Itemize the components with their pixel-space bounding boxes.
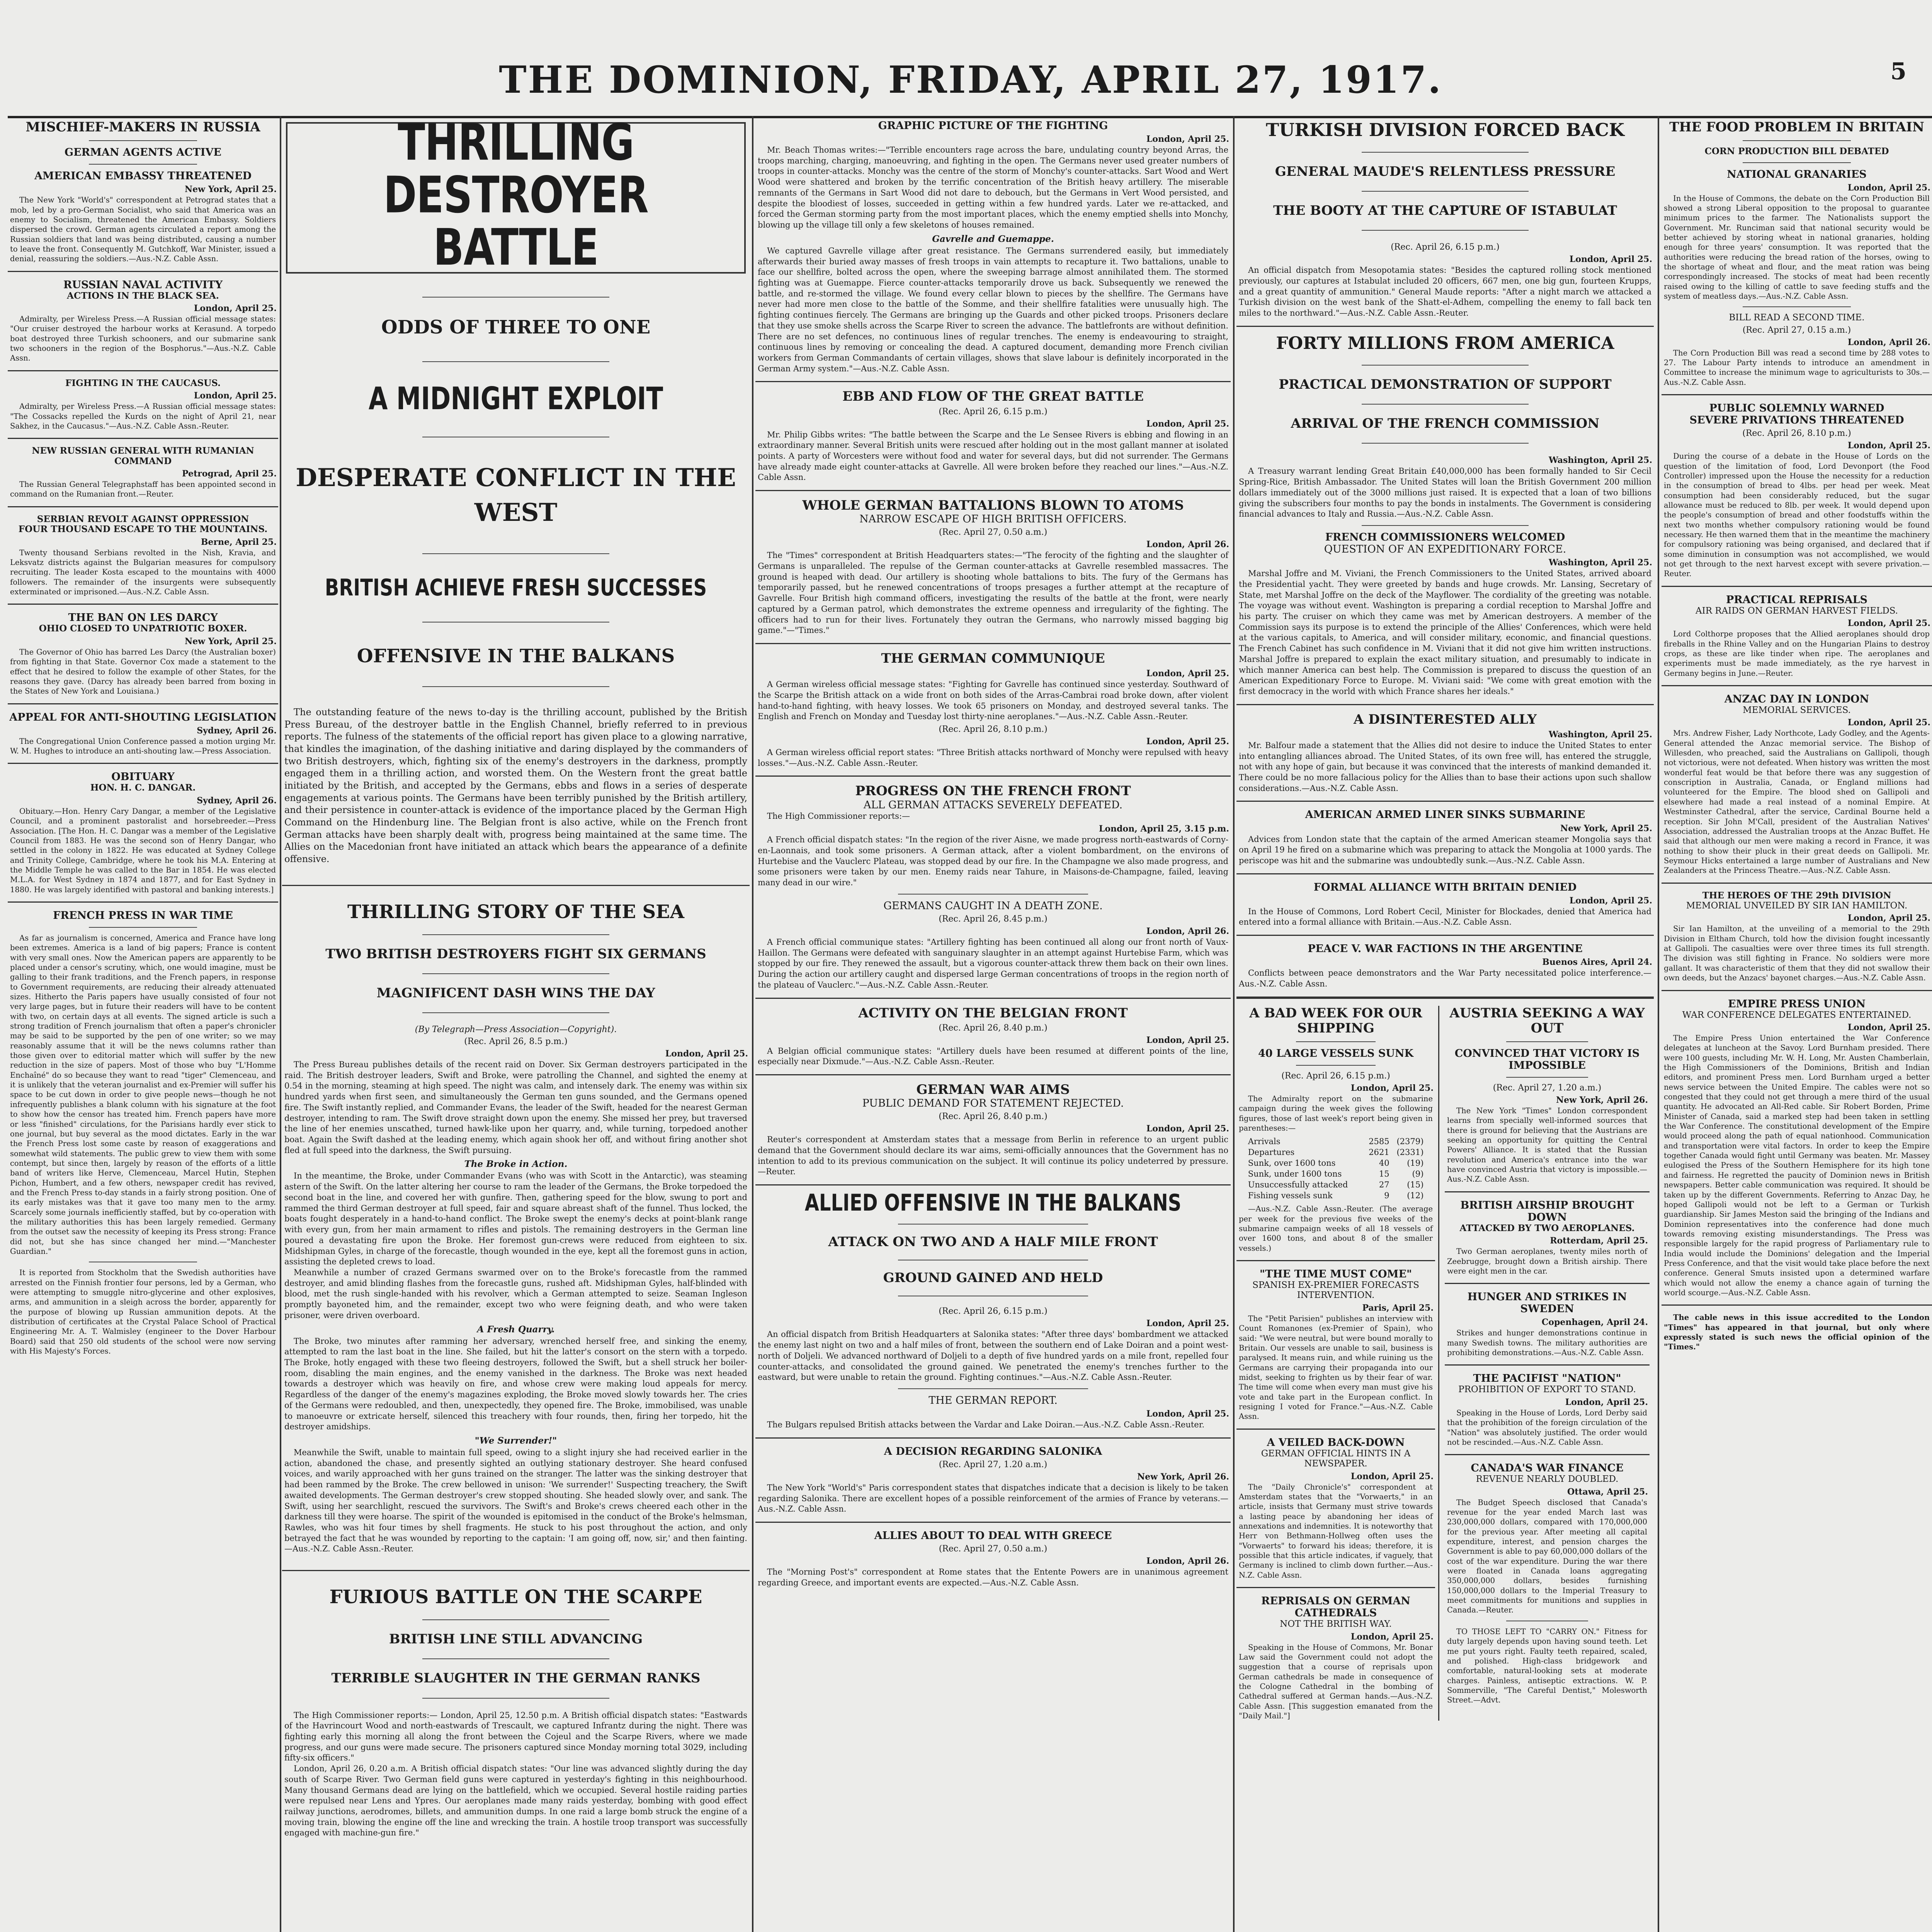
subheadline: MEMORIAL UNVEILED BY SIR IAN HAMILTON. bbox=[1686, 901, 1908, 911]
lead-headline: BATTLE bbox=[433, 218, 599, 277]
dateline: London, April 25. bbox=[194, 303, 277, 314]
column-rule bbox=[752, 116, 753, 1932]
article-text: In the House of Commons, Lord Robert Cecil, Minister for Blockades, denied that America had entered into a formal alliance with Britain.—Aus.-N.Z. Cable Assn. bbox=[1239, 906, 1651, 927]
footnote-text: The cable news in this issue accredited to the London "Times" has appeared in that journal, but only where expressly stated is such news the official opinion of the "Times." bbox=[1664, 1313, 1930, 1352]
table-row: Sunk, under 1600 tons 15 (9) bbox=[1248, 1169, 1424, 1179]
article-text: Mr. Balfour made a statement that the Allies did not desire to induce the United States to enter into entangling alliances abroad. The United States, of its own free will, has entered the struggle, not with any hope of gain, but because it was convinced that the interests of mankind demanded it. There could be no more fallacious policy for the Allies than to base their actions upon such shallow considerations.—Aus.-N.Z. Cable Assn. bbox=[1239, 740, 1651, 793]
headline: A DECISION REGARDING SALONIKA bbox=[884, 1445, 1102, 1458]
headline: FRENCH PRESS IN WAR TIME bbox=[53, 909, 233, 922]
article-text: Meanwhile a number of crazed Germans swarmed over on to the Broke's forecastle from the rammed destroyer, and amid blinding flashes from the forecastle guns, rushed aft. Midshipman Gyles, half-blinded with blood, met the rush single-handed with his revolver, which a German attempted to seize. Seaman Ingleson promptly bayoneted him, and the remainder, except two who were feigning death, and who were taken prisoner, were driven overboard. bbox=[284, 1267, 747, 1320]
received-line: (Rec. April 27, 0.15 a.m.) bbox=[1742, 325, 1851, 335]
article-text: Admiralty, per Wireless Press.—A Russian official message states: "Our cruiser destroyed the harbour works at Kerasund. A torpedo boat destroyed three Turkish schooners, and our submarine sank two schooners in the region of the Bosphorus."—Aus.-N.Z. Cable Assn. bbox=[10, 315, 276, 363]
credit-line: (By Telegraph—Press Association—Copyright). bbox=[415, 1025, 617, 1035]
subheadline: NARROW ESCAPE OF HIGH BRITISH OFFICERS. bbox=[859, 513, 1127, 526]
section-subhead: Gavrelle and Guemappe. bbox=[932, 233, 1054, 244]
article-text: The Admiralty report on the submarine campaign during the week gives the following figures, those of last week's report being given in parentheses:— bbox=[1239, 1094, 1433, 1133]
subheadline: SEVERE PRIVATIONS THREATENED bbox=[1689, 414, 1904, 427]
article-text: The Press Bureau publishes details of the recent raid on Dover. Six German destroyers participated in the raid. The British destroyer leaders, Swift and Broke, were patrolling the Channel, and sighted the enemy at 0.54 in the morning, steaming at high speed. The night was calm, and intensely dark. The enemy was within six hundred yards when first seen, and simultaneously the German ten guns sounded, and the Germans opened fire. The Swift instantly replied, and Commander Evans, the leader of the Swift, headed for the nearest German destroyer, intending to ram. The Swift drove straight down upon the enemy. She missed her prey, but traversed the line of her enemies unscathed, turned hawk-like upon her quarry, and, while turning, torpedoed another boat. Again the Swift dashed at the leading enemy, which again shook her off, and without firing another shot fled at full speed into the darkness, the Swift pursuing. bbox=[284, 1060, 747, 1155]
headline: A VEILED BACK-DOWN bbox=[1267, 1436, 1405, 1449]
article-text: The New York "Times" London correspondent learns from specially well-informed sources that there is ground for believing that the Austrians are seeking an opportunity for quitting the Central Powers' Alliance. It is stated that the Russian revolution and America's entrance into the war have convinced Austria that victory is impossible.—Aus.-N.Z. Cable Assn. bbox=[1447, 1106, 1647, 1184]
subheadline: NATIONAL GRANARIES bbox=[1727, 168, 1867, 180]
dateline: London, April 25. bbox=[665, 1049, 748, 1059]
article-text: Advices from London state that the captain of the armed American steamer Mongolia says that on April 19 he fired on a submarine which was preparing to attack the Mongolia at 1000 yards. The periscope was hit and the submarine was undoubtedly sunk.—Aus.-N.Z. Cable Assn. bbox=[1239, 834, 1651, 865]
article-text: The Corn Production Bill was read a second time by 288 votes to 27. The Labour Party intends to introduce an amendment in Committee to increase the minimum wage to agriculturists to 30s.—Aus.-N.Z. Cable Assn. bbox=[1664, 348, 1930, 387]
table-row: Fishing vessels sunk 9 (12) bbox=[1248, 1191, 1424, 1201]
deck: A MIDNIGHT EXPLOIT bbox=[368, 381, 663, 417]
lead-headline-box bbox=[286, 120, 746, 277]
headline: ANZAC DAY IN LONDON bbox=[1724, 693, 1869, 705]
dateline: London, April 25. bbox=[1146, 736, 1229, 747]
headline: THE BAN ON LES DARCY bbox=[68, 612, 218, 624]
received-line: (Rec. April 27, 0.50 a.m.) bbox=[939, 1544, 1048, 1554]
article-text: The "Morning Post's" correspondent at Rome states that the Entente Powers are in unanimous agreement regarding Greece, and important events are expected.—Aus.-N.Z. Cable Assn. bbox=[758, 1567, 1228, 1587]
dateline: London, April 25. bbox=[1146, 1318, 1229, 1329]
dateline: London, April 25. bbox=[1146, 668, 1229, 679]
dateline: Sydney, April 26. bbox=[197, 725, 277, 736]
section-subhead: "We Surrender!" bbox=[474, 1435, 557, 1446]
article-text: The "Petit Parisien" publishes an interview with Count Romanones (ex-Premier of Spain), who said: "We were neutral, but were bound morally to Britain. Our vessels are unable to sail, business is paralysed. It means ruin, and while ruining us the Germans are carrying their propaganda into our midst, seeking to frighten us by their fear of war. The time will come when every man must give his vote and take part in the European conflict. In resigning I voted for France."—Aus.-N.Z. Cable Assn. bbox=[1239, 1314, 1433, 1421]
dateline: Petrograd, April 25. bbox=[182, 469, 277, 479]
table-row: Unsuccessfully attacked 27 (15) bbox=[1248, 1180, 1424, 1190]
subcolumn-left bbox=[1236, 1006, 1439, 1721]
headline: THE PACIFIST "NATION" bbox=[1473, 1372, 1621, 1385]
dateline: New York, April 26. bbox=[1556, 1095, 1648, 1105]
article-text: A German wireless official report states: "Three British attacks northward of Monchy were repulsed with heavy losses."—Aus.-N.Z. Cable Assn.-Reuter. bbox=[758, 747, 1228, 768]
article-text: The Congregational Union Conference passed a motion urging Mr. W. M. Hughes to introduce an anti-shouting law.—Press Association. bbox=[10, 736, 276, 756]
dateline: London, April 25. bbox=[1146, 1035, 1229, 1045]
column-rule bbox=[1658, 116, 1659, 1932]
subheadline: OHIO CLOSED TO UNPATRIOTIC BOXER. bbox=[39, 623, 247, 634]
subheadline: GERMAN AGENTS ACTIVE bbox=[65, 146, 221, 159]
article-text: A German wireless official message states: "Fighting for Gavrelle has continued since yesterday. Southward of the Scarpe the British attack on a wide front on both sides of the Arras-Cambrai road broke down, after violent hand-to-hand fighting, with heavy losses. We took 65 prisoners on Monday, and destroyed several tanks. The English and French on Monday and Tuesday lost thirty-nine aeroplanes."—Aus.-N.Z. Cable Assn.-Reuter. bbox=[758, 680, 1228, 721]
dateline: Washington, April 25. bbox=[1548, 729, 1652, 740]
deck: OFFENSIVE IN THE BALKANS bbox=[357, 645, 675, 667]
subheadline: GERMAN OFFICIAL HINTS IN A NEWSPAPER. bbox=[1261, 1448, 1411, 1469]
column-5 bbox=[1662, 120, 1932, 1932]
dateline: Washington, April 25. bbox=[1548, 558, 1652, 568]
dateline: London, April 25. bbox=[1146, 418, 1229, 429]
article-text: As far as journalism is concerned, America and France have long been extremes. America is a land of big papers; France is content with very small ones. Now the American papers are apparently to be placed under a censor's scrutiny, which, one would imagine, must be galling to their frank traditions, and the French papers, in response to Government requirements, are reducing their already attenuated sizes. Hitherto the Paris papers have usually consisted of four not very large pages, but in future their readers will have to be content with two, on certain days at all events. The signed article is such a strong tradition of French journalism that often a paper's chronicler may be said to be supported by the pen of one writer; so we may reasonably assume that it will be the news columns rather than those given over to editorial matter which will suffer by the new reduction in the size of papers. Most of those who buy "L'Homme Enchaîné" do so because they want to read "tiger" Clemenceau, and it is unlikely that the veteran journalist and ex-Premier will suffer his space to be cut down in order to give people news—though he not infrequently publishes a blank column with his signature at the foot to show how the censor has treated him. French papers have more or less "finished" circulations, for the Parisians hardly ever stick to one journal, but buy several as the mood dictates. Early in the war the French Press lost some caste by reason of exaggerations and somewhat wild statements. The public grew to view them with some contempt, but since then, largely by reason of the efforts of a little band of writers like Herve, Clemenceau, Marcel Hutin, Stephen Pichon, Humbert, and a few others, newspaper credit has revived, and the French Press to-day stands in a fairly strong position. One of its early mistakes was that it gave too many men to the army. Scarcely some journals inefficiently staffed, but by co-operation with the military authorities this has been largely remedied. Germany from the outset saw the necessity of keeping its Press strong: France did not, but she has since changed her mind.—"Manchester Guardian." bbox=[10, 933, 276, 1256]
column-rule bbox=[280, 116, 281, 1932]
dateline: New York, April 25. bbox=[1560, 823, 1652, 833]
article-text: Speaking in the House of Lords, Lord Derby said that the prohibition of the foreign circulation of the "Nation" was absolutely justified. The order would not be rescinded.—Aus.-N.Z. Cable Assn. bbox=[1447, 1408, 1647, 1447]
subheadline: THE BOOTY AT THE CAPTURE OF ISTABULAT bbox=[1273, 202, 1617, 218]
received-line: (Rec. April 26, 6.15 p.m.) bbox=[939, 1306, 1048, 1316]
dateline: London, April 25. bbox=[1847, 913, 1930, 923]
received-line: (Rec. April 26, 8.10 p.m.) bbox=[939, 724, 1048, 734]
subheadline: AIR RAIDS ON GERMAN HARVEST FIELDS. bbox=[1696, 605, 1898, 616]
headline: GERMAN WAR AIMS bbox=[916, 1082, 1070, 1098]
deck: DESPERATE CONFLICT IN THE WEST bbox=[296, 463, 736, 527]
column-rule bbox=[1233, 116, 1235, 1932]
article-text: Speaking in the House of Commons, Mr. Bonar Law said the Government could not adopt the suggestion that a course of reprisals upon German cathedrals be made in consequence of the Cologne Cathedral in the bombing of Cathedral suffered at German hands.—Aus.-N.Z. Cable Assn. [This suggestion emanated from the "Daily Mail."] bbox=[1239, 1643, 1433, 1720]
dateline: Berne, April 25. bbox=[201, 537, 277, 547]
dateline: London, April 26. bbox=[1146, 539, 1229, 550]
column-2 bbox=[282, 120, 750, 1932]
headline: THE HEROES OF THE 29th DIVISION bbox=[1702, 890, 1891, 901]
article-text: The Budget Speech disclosed that Canada's revenue for the year ended March last was 230,000,000 dollars, compared with 170,000,000 for the previous year. After meeting all capital expenditure, interest, and pension charges the Government is able to pay 60,000,000 dollars of the cost of the war expenditure. During the war there were floated in Canada loans aggregating 350,000,000 dollars, besides furnishing 150,000,000 dollars to the Imperial Treasury to meet commitments for munitions and supplies in Canada.—Reuter. bbox=[1447, 1498, 1647, 1615]
section-subhead: The Broke in Action. bbox=[464, 1159, 568, 1170]
headline: OBITUARY bbox=[111, 771, 175, 783]
dateline: London, April 25. bbox=[1350, 1471, 1434, 1481]
subheadline: WAR CONFERENCE DELEGATES ENTERTAINED. bbox=[1682, 1010, 1912, 1020]
dateline: London, April 26. bbox=[1146, 1556, 1229, 1566]
headline: A DISINTERESTED ALLY bbox=[1354, 711, 1537, 727]
headline: THE GERMAN REPORT. bbox=[929, 1395, 1058, 1407]
dateline: New York, April 26. bbox=[1137, 1471, 1229, 1482]
subheadline: TERRIBLE SLAUGHTER IN THE GERMAN RANKS bbox=[331, 1670, 701, 1686]
headline: THRILLING STORY OF THE SEA bbox=[347, 901, 684, 923]
headline: PROGRESS ON THE FRENCH FRONT bbox=[855, 783, 1131, 799]
subheadline: CORN PRODUCTION BILL DEBATED bbox=[1704, 146, 1889, 157]
article-text: Lord Colthorpe proposes that the Allied aeroplanes should drop fireballs in the Rhine Valley and on the Hungarian Plains to destroy crops, as these are like tinder when ripe. The aeroplanes and experiments must be made immediately, as the rye harvest in Germany begins in June.—Reuter. bbox=[1664, 629, 1930, 678]
column-1 bbox=[8, 120, 278, 1932]
article-text: The "Daily Chronicle's" correspondent at Amsterdam states that the "Vorwaerts," in an article, insists that Germany must strive towards a lasting peace by abandoning her ideas of annexations and indemnities. It is noteworthy that Herr von Bethmann-Hollweg often uses the "Vorwaerts" to forward his ideas; therefore, it is possible that this article indicates, if vaguely, that Germany is inclined to climb down further.—Aus.-N.Z. Cable Assn. bbox=[1239, 1482, 1433, 1580]
headline: ACTIVITY ON THE BELGIAN FRONT bbox=[858, 1005, 1128, 1021]
dateline: Buenos Aires, April 24. bbox=[1542, 957, 1652, 968]
dateline: New York, April 25. bbox=[184, 184, 277, 195]
dateline: London, April 25. bbox=[1350, 1631, 1434, 1642]
article-text: Admiralty, per Wireless Press.—A Russian official message states: "The Cossacks repelled the Kurds on the night of April 21, near Sakhez, in the Caucasus."—Aus.-N.Z. Cable Assn.-Reuter. bbox=[10, 402, 276, 430]
subheadline: PUBLIC DEMAND FOR STATEMENT REJECTED. bbox=[862, 1097, 1124, 1110]
headline: EBB AND FLOW OF THE GREAT BATTLE bbox=[842, 389, 1144, 405]
subheadline: MAGNIFICENT DASH WINS THE DAY bbox=[376, 985, 655, 1001]
article-text: During the course of a debate in the House of Lords on the question of the limitation of food, Lord Devonport (the Food Controller) impressed upon the House the necessity for a reduction in the consumption of bread to 4lbs. per head per week. Meat consumption had been considerably reduced, but the sugar allowance must be reduced to 8lb. per week. It would depend upon the people's consumption of bread and other foodstuffs within the next two months whether compulsory rationing would be found necessary. He then warned them that in the meantime the machinery for compulsory rationing was being organised, and declared that if some diminution in consumption was not accomplished, we would not get through to the next harvest except with severe privation.—Reuter. bbox=[1664, 452, 1930, 578]
headline: PRACTICAL REPRISALS bbox=[1726, 594, 1868, 606]
headline: RUSSIAN NAVAL ACTIVITY bbox=[63, 279, 223, 291]
headline: FORTY MILLIONS FROM AMERICA bbox=[1276, 333, 1614, 353]
masthead-rule bbox=[8, 116, 1932, 118]
dateline: London, April 25, 3.15 p.m. bbox=[1099, 824, 1229, 834]
article-text: The Russian General Telegraphstaff has been appointed second in command on the Rumanian front.—Reuter. bbox=[10, 480, 276, 499]
subheadline: TWO BRITISH DESTROYERS FIGHT SIX GERMANS bbox=[325, 946, 706, 962]
received-line: (Rec. April 26, 6.15 p.m.) bbox=[1281, 1071, 1390, 1081]
article-text: In the meantime, the Broke, under Commander Evans (who was with Scott in the Antarctic), was steaming astern of the Swift. On the latter altering her course to ram the leader of the Germans, the Broke torpedoed the second boat in the line, and covered her with gunfire. Then, gathering speed for the blow, swung to port and rammed the third German destroyer at full speed, fair and square abreast shaft of the funnel. Thus locked, the boats fought desperately in a hand-to-hand conflict. The Broke swept the enemy's decks at point-blank range with every gun, from her main armament to rifles and pistols. The remaining destroyers in the German line poured a devastating fire upon the Broke. Her foremost gun-crews were reduced from eighteen to six. Midshipman Gyles, in charge of the forecastle, though wounded in the eye, kept all the foremost guns in action, assisting the depleted crews to load. bbox=[284, 1171, 747, 1267]
page-number: 5 bbox=[1890, 58, 1906, 85]
dateline: London, April 25. bbox=[1146, 1124, 1229, 1134]
article-text: Conflicts between peace demonstrators and the War Party necessitated police interference.—Aus.-N.Z. Cable Assn. bbox=[1239, 968, 1651, 988]
dateline: London, April 25. bbox=[1847, 440, 1930, 451]
article-text: A French official dispatch states: "In the region of the river Aisne, we made progress north-eastwards of Corny-en-Laonnais, and took some prisoners. A German attack, after a violent bombardment, on the environs of Hurtebise and the Vauclerc Plateau, was stopped dead by our fire. In the Champagne we also made progress, and some prisoners were taken by our men. Enemy raids near Tahure, in Maisons-de-Champagne, failed, leaving many dead in our wire." bbox=[758, 835, 1228, 888]
headline: PUBLIC SOLEMNLY WARNED bbox=[1709, 402, 1884, 415]
article-text: A Belgian official communique states: "Artillery duels have been resumed at different points of the line, especially near Dixmude."—Aus.-N.Z. Cable Assn.-Reuter. bbox=[758, 1046, 1228, 1066]
received-line: (Rec. April 27, 0.50 a.m.) bbox=[939, 527, 1048, 537]
headline: FURIOUS BATTLE ON THE SCARPE bbox=[329, 1586, 702, 1608]
article-text: An official dispatch from Mesopotamia states: "Besides the captured rolling stock mentioned previously, our captures at Istabulat included 20 officers, 667 men, one big gun, fourteen Krupps, and a great quantity of ammunition." General Maude reports: "After a night march we attacked a Turkish division on the west bank of the Shatt-el-Adhem, compelling the enemy to fall back ten miles to the northward."—Aus.-N.Z. Cable Assn.-Reuter. bbox=[1239, 265, 1651, 318]
headline: APPEAL FOR ANTI-SHOUTING LEGISLATION bbox=[9, 711, 277, 723]
article-text: Mr. Beach Thomas writes:—"Terrible encounters rage across the bare, undulating country beyond Arras, the troops marching, charging, manoeuvring, and fighting in the open. The Germans never used greater numbers of troops in counter-attacks. Monchy was the centre of the storm of Monchy's counter-attacks. Sart Wood and Wert Wood were shattered and broken by the terrific concentration of the British heavy artillery. The miserable remnants of the Germans in Sart Wood did not dare to debouch, but the Germans in Vert Wood persisted, and despite the bloodiest of losses, succeeded in getting within a few hundred yards. Later we re-attacked, and forced the German storming party from the most important places, which the enemy emptied shells into Monchy, blowing up the village till only a few skeletons of houses remained. bbox=[758, 145, 1228, 230]
subheadline: PRACTICAL DEMONSTRATION OF SUPPORT bbox=[1279, 377, 1612, 393]
received-line: (Rec. April 26, 8.40 p.m.) bbox=[939, 1112, 1048, 1122]
dateline: New York, April 25. bbox=[184, 636, 277, 646]
subcolumn-right bbox=[1445, 1006, 1650, 1721]
headline: FORMAL ALLIANCE WITH BRITAIN DENIED bbox=[1313, 881, 1577, 893]
dateline: London, April 25. bbox=[1146, 134, 1229, 145]
article-text: Mr. Philip Gibbs writes: "The battle between the Scarpe and the Le Sensee Rivers is ebbing and flowing in an extraordinary manner. Several British units were rescued after holding out in the most gallant manner at isolated points. A party of Worcesters were without food and water for several days, but did not surrender. The Germans have already made eight counter-attacks at Gavrelle. All were broken before they reached our lines."—Aus.-N.Z. Cable Assn. bbox=[758, 430, 1228, 482]
headline: TURKISH DIVISION FORCED BACK bbox=[1266, 120, 1624, 140]
two-column-section bbox=[1236, 1006, 1654, 1721]
dateline: Copenhagen, April 24. bbox=[1541, 1317, 1648, 1328]
article-text: The outstanding feature of the news to-day is the thrilling account, published by the British Press Bureau, of the destroyer battle in the English Channel, briefly referred to in previous reports. The fulness of the statements of the official report has given place to a glowing narrative, that kindles the imagination, of the dashing initiative and daring displayed by the commanders of two British destroyers, which, fighting six of the enemy's destroyers in the darkness, promptly engaged them in a thrilling action, and worsted them. On the Western front the great battle initiated by the British, and accepted by the Germans, ebbs and flows in a series of desperate engagements at various points. The Germans have been terribly punished by the British artillery, and their persistence in counter-attack is evidence of the importance placed by the German High Command on the Hindenburg line. The Belgian front is also active, while on the French front German attacks have been sharply dealt with, progress being maintained at the same time. The Allies on the Macedonian front have initiated an attack which bears the appearance of a definite offensive. bbox=[284, 706, 747, 864]
article-text: It is reported from Stockholm that the Swedish authorities have arrested on the Finnish frontier four persons, led by a German, who were attempting to smuggle nitro-glycerine and other explosives, arms, and ammunition in a sleigh across the border, apparently for the purpose of blowing up Russian ammunition depots. At the distribution of certificates at the Crystal Palace School of Practical Engineering Mr. A. T. Walmisley (engineer to the Dover Harbour Board) said that 250 old students of the school were now serving with His Majesty's Forces. bbox=[10, 1268, 276, 1356]
subheadline: GENERAL MAUDE'S RELENTLESS PRESSURE bbox=[1275, 163, 1616, 179]
dateline: London, April 25. bbox=[1569, 254, 1652, 265]
masthead-title: THE DOMINION, FRIDAY, APRIL 27, 1917. bbox=[499, 58, 1442, 102]
dateline: London, April 26. bbox=[1847, 337, 1930, 347]
column-3 bbox=[755, 120, 1231, 1932]
subheadline: ATTACKED BY TWO AEROPLANES. bbox=[1459, 1223, 1635, 1233]
headline: GERMANS CAUGHT IN A DEATH ZONE. bbox=[883, 900, 1103, 912]
article-text: Meanwhile the Swift, unable to maintain full speed, owing to a slight injury she had received earlier in the action, abandoned the chase, and presently sighted an outlying stationary destroyer. She heard confused voices, and warily approached with her guns trained on the stranger. The latter was the sinking destroyer that had been rammed by the Broke. The crew bellowed in unison: 'We surrender!' Suspecting treachery, the Swift awaited developments. The German destroyer's crew stopped shouting. She headed slowly over, and sank. The Swift, using her searchlight, rescued the survivors. The Swift's and Broke's crews cheered each other in the darkness till they were hoarse. The spirit of the wounded is epitomised in the conduct of the Broke's helmsman, Rawles, who was hit four times by shell fragments. He stuck to his post throughout the action, and only betrayed the fact that he was wounded by reporting to the captain: 'I am going off, now, sir,' and then fainting.—Aus.-N.Z. Cable Assn.-Reuter. bbox=[284, 1448, 747, 1554]
article-text: Two German aeroplanes, twenty miles north of Zeebrugge, brought down a British airship. There were eight men in the car. bbox=[1447, 1247, 1647, 1276]
article-text: Sir Ian Hamilton, at the unveiling of a memorial to the 29th Division in Eltham Church, told how the division fought incessantly at Gallipoli. The casualties were over three times its full strength. The division was still fighting in France. No soldiers were more gallant. It was characteristic of them that they did not swallow their own deeds, but the Anzacs' bayonet charges.—Aus.-N.Z. Cable Assn. bbox=[1664, 924, 1930, 983]
dateline: London, April 25. bbox=[1847, 718, 1930, 728]
article-text: In the House of Commons, the debate on the Corn Production Bill showed a strong Liberal opposition to the proposal to guarantee minimum prices to the farmer. The Nationalists support the Government. Mr. Runciman said that national security would be better achieved by storing wheat in national granaries, holding enough for three years' consumption. It was reported that the authorities were reducing the bread ration of the horses, owing to the shortage of wheat and flour, and the meat ration was being correspondingly increased. The stocks of meat had been recently raised owing to the killing of cattle to save feeding stuffs and the system of meatless days.—Aus.-N.Z. Cable Assn. bbox=[1664, 194, 1930, 301]
headline: A BAD WEEK FOR OUR SHIPPING bbox=[1249, 1005, 1422, 1036]
subheadline: QUESTION OF AN EXPEDITIONARY FORCE. bbox=[1324, 543, 1566, 556]
headline: EMPIRE PRESS UNION bbox=[1728, 998, 1866, 1010]
subheadline: HON. H. C. DANGAR. bbox=[90, 782, 196, 793]
received-line: (Rec. April 26, 8.40 p.m.) bbox=[939, 1023, 1048, 1033]
article-text: The Empire Press Union entertained the War Conference delegates at luncheon at the Savoy. Lord Burnham presided. There were 100 guests, including Mr. W. H. Long, Mr. Austen Chamberlain, the High Commissioners of the Dominions, British and Indian editors, and prominent Press men. Lord Burnham urged a better news service between the United Empire. The cables were not so congested that they could not get through a mere third of the usual quantity. He advocated an All-Red cable. Sir Robert Borden, Prime Minister of Canada, said a marked step had been taken in settling the War Conference. The constitutional development of the Empire would proceed along the path of equal nationhood. Communication and transportation were vital factors. In order to keep the Empire together Canada would fight until Germany was beaten. Mr. Massey eulogised the Press of the Southern Hemisphere for its high tone and fairness. He regretted the paucity of Dominion news in British newspapers. Better cable communication was required. It should be taken up by the different Governments. Referring to Anzac Day, he hoped Gallipoli would not be left to a German or Turkish guardianship. Sir James Meston said the bringing of the Indians and Dominion representatives into the conference had done much towards removing existing misunderstandings. The Press was responsible largely for the rapid progress of Parliamentary rule to India would include the Dominions' delegation and the Imperial Press Conference, and that the visit would take place before the next conference. General Smuts insisted upon a determined warfare which would not allow the enemy a chance again of turning the world scourge.—Aus.-N.Z. Cable Assn. bbox=[1664, 1034, 1930, 1297]
received-line: (Rec. April 26, 6.15 p.m.) bbox=[939, 406, 1048, 417]
article-text: The "Times" correspondent at British Headquarters states:—"The ferocity of the fighting and the slaughter of Germans is unparalleled. The repulse of the German counter-attacks at Gavrelle resembled massacres. The ground is heaped with dead. Our artillery is shooting whole battalions to bits. The fury of the Germans has temporarily passed, but he renewed concentrations of troops presages a further attempt at the recapture of Gavrelle. Four British high command officers, investigating the results of the battle at the front, were nearly captured by a German patrol, which demonstrates the extreme openness and irregularity of the fighting. The officers had to run for their lives. Fortunately they outran the Germans, who narrowly missed bagging big game."—"Times." bbox=[758, 551, 1228, 635]
subheadline: ARRIVAL OF THE FRENCH COMMISSION bbox=[1291, 416, 1600, 432]
subheadline: AMERICAN EMBASSY THREATENED bbox=[34, 170, 252, 182]
subheadline: REVENUE NEARLY DOUBLED. bbox=[1476, 1474, 1619, 1485]
headline: FRENCH COMMISSIONERS WELCOMED bbox=[1325, 531, 1565, 544]
received-line: (Rec. April 27, 1.20 a.m.) bbox=[1493, 1083, 1602, 1093]
article-text: We captured Gavrelle village after great resistance. The Germans surrendered easily, but immediately afterwards their buried away masses of fresh troops in vain attempts to recapture it. Two battalions, unable to face our shellfire, bolted across the open, where the sweeping barrage almost annihilated them. The stormed fighting was at Guemappe. Fierce counter-attacks temporarily drove us back. Subsequently we renewed the battle, and re-stormed the village. We found every cellar blown to pieces by the shellfire. The Germans have never had more men close to the battle of the Somme, and their shellfire fatalities were unusually high. The fighting continues fiercely. The Germans are bringing up the Guards and other picked troops. Prisoners declare that they use smoke shells across the Scarpe River to screen the advance. The battlefronts are without definition. There are no set defences, no continuous lines of regular trenches. The enemy is endeavouring to straight, continuous lines by removing or concealing the dead. A captured document, demanding more French civilian workers from German Commandants of certain villages, shows that slave labour is definitely incorporated in the German Army system."—Aus.-N.Z. Cable Assn. bbox=[758, 246, 1228, 373]
article-text: Twenty thousand Serbians revolted in the Nish, Kravia, and Leksvatz districts against the Bulgarian measures for compulsory recruiting. The leader Kosta escaped to the mountains with 4000 followers. The remainder of the insurgents were subsequently exterminated or imprisoned.—Aus.-N.Z. Cable Assn. bbox=[10, 548, 276, 597]
article-text: London, April 26, 0.20 a.m. A British official dispatch states: "Our line was advanced slightly during the day south of Scarpe River. Two German field guns were captured in yesterday's fighting in this neighbourhood. Many thousand Germans dead are lying on the battlefield, which we occupied. Several hostile raiding parties were repulsed near Lens and Ypres. Our aeroplanes made many raids yesterday, bombing with good effect railway junctions, aerodromes, billets, and ammunition dumps. In one raid a large bomb struck the engine of a moving train, blowing the engine off the line and wrecking the train. A hostile troop transport was successfully engaged with machine-gun fire." bbox=[284, 1764, 747, 1838]
subheadline: ATTACK ON TWO AND A HALF MILE FRONT bbox=[828, 1234, 1158, 1250]
received-line: (Rec. April 26, 6.15 p.m.) bbox=[1391, 242, 1500, 252]
article-text: Mrs. Andrew Fisher, Lady Northcote, Lady Godley, and the Agents-General attended the Anzac memorial service. The Bishop of Willesden, who preached, said the Australians on Gallipoli, though not victorious, were not defeated. When history was written the most wonderful feat would be that before there was any suggestion of conscription in Australia, Canada, or England millions had volunteered for the Empire. The blood shed on Gallipoli and elsewhere had made a real instead of a nominal Empire. At Westminster Cathedral, after the service, Cardinal Bourne held a reception. Sir John M'Call, president of the Australian Natives' Association, addressed the Australian troops at the Anzac Buffet. He said that although our men were making a record in France, it was nothing to show their pluck in their great deeds on Gallipoli. Mr. Seymour Hicks entertained a large number of Australians and New Zealanders at the Princess Theatre.—Aus.-N.Z. Cable Assn. bbox=[1664, 729, 1930, 875]
dateline: Washington, April 25. bbox=[1548, 455, 1652, 466]
headline: CANADA'S WAR FINANCE bbox=[1471, 1462, 1624, 1475]
dateline: London, April 26. bbox=[1146, 926, 1229, 936]
subheadline: CONVINCED THAT VICTORY IS IMPOSSIBLE bbox=[1454, 1047, 1640, 1071]
article-text: Reuter's correspondent at Amsterdam states that a message from Berlin in reference to an urgent public demand that the Government should declare its war aims, semi-officially announces that the Government has no intention to add to its previous communication on the subject. It will continue its policy undeterred by pressure.—Reuter. bbox=[758, 1135, 1228, 1177]
subheadline: FOUR THOUSAND ESCAPE TO THE MOUNTAINS. bbox=[18, 524, 268, 535]
section-subhead: A Fresh Quarry. bbox=[477, 1324, 555, 1335]
dateline: London, April 25. bbox=[194, 391, 277, 401]
article-text: Obituary.—Hon. Henry Cary Dangar, a member of the Legislative Council, and a prominent pastoralist and horsebreeder.—Press Association. [The Hon. H. C. Dangar was a member of the Legislative Council from 1883. He was the second son of Henry Dangar, who settled in the colony in 1822. He was educated at Sydney College and Trinity College, Cambridge, where he took his M.A. Entering at the Middle Temple he was called to the Bar in 1854. He was elected M.L.A. for West Sydney in 1874 and 1877, and for East Sydney in 1880. He was largely identified with pastoral and banking interests.] bbox=[10, 806, 276, 894]
dateline: London, April 25. bbox=[1565, 1397, 1648, 1407]
headline: ALLIES ABOUT TO DEAL WITH GREECE bbox=[874, 1529, 1112, 1542]
table-row: Arrivals 2585 (2379) bbox=[1248, 1137, 1424, 1146]
subheadline: ALL GERMAN ATTACKS SEVERELY DEFEATED. bbox=[863, 799, 1123, 811]
dateline: Sydney, April 26. bbox=[197, 795, 277, 806]
headline: HUNGER AND STRIKES IN SWEDEN bbox=[1467, 1291, 1627, 1315]
headline: THE FOOD PROBLEM IN BRITAIN bbox=[1669, 120, 1924, 135]
article-text: Strikes and hunger demonstrations continue in many Swedish towns. The military authorities are prohibiting demonstrations.—Aus.-N.Z. Cable Assn. bbox=[1447, 1328, 1647, 1357]
headline: PEACE V. WAR FACTIONS IN THE ARGENTINE bbox=[1308, 943, 1583, 955]
headline: NEW RUSSIAN GENERAL WITH RUMANIAN COMMAND bbox=[32, 446, 254, 466]
article-text: The Bulgars repulsed British attacks between the Vardar and Lake Doiran.—Aus.-N.Z. Cable Assn.-Reuter. bbox=[767, 1420, 1205, 1430]
received-line: (Rec. April 26, 8.45 p.m.) bbox=[939, 914, 1048, 924]
article-text: The Governor of Ohio has barred Les Darcy (the Australian boxer) from fighting in that State. Governor Cox made a statement to the effect that he desired to follow the example of other States, for the reasons they gave. (Darcy has already been barred from boxing in the States of New York and Louisiana.) bbox=[10, 647, 276, 696]
lead-headline: THRILLING DESTROYER bbox=[383, 120, 648, 224]
article-text: Marshal Joffre and M. Viviani, the French Commissioners to the United States, arrived aboard the Presidential yacht. They were greeted by bands and huge crowds. Mr. Lansing, Secretary of State, met Marshal Joffre on the deck of the Mayflower. The cordiality of the greeting was notable. The voyage was without event. Washington is preparing a cordial reception to Marshal Joffre and his party. The cruiser on which they came was met by American destroyers. A member of the Commission says its purpose is to extend the principle of the Allies' Conferences, which were held at the various capitals, to America, and will consider military, economic, and financial questions. The French Cabinet has such confidence in M. Viviani that it did not give him written instructions. Marshal Joffre is prepared to explain the exact military situation, and presumably to indicate in which manner America can best help. The Commission is prepared to discuss the question of an American Expeditionary Force to Europe. M. Viviani said: "We come with great emotion with the first democracy in the world with which France shares her ideals." bbox=[1239, 569, 1651, 696]
table-row: Departures 2621 (2331) bbox=[1248, 1148, 1424, 1157]
article-text: The New York "World's" Paris correspondent states that dispatches indicate that a decision is likely to be taken regarding Salonika. There are excellent hopes of a possible reinforcement of the armies of France by veterans.—Aus.-N.Z. Cable Assn. bbox=[758, 1483, 1228, 1514]
subheadline: SPANISH EX-PREMIER FORECASTS INTERVENTION. bbox=[1252, 1280, 1419, 1301]
shipping-stats-table bbox=[1247, 1136, 1425, 1201]
article-text: The High Commissioner reports:— bbox=[767, 811, 910, 821]
subheadline: ACTIONS IN THE BLACK SEA. bbox=[67, 290, 219, 301]
headline: ALLIED OFFENSIVE IN THE BALKANS bbox=[804, 1189, 1182, 1216]
headline: BRITISH AIRSHIP BROUGHT DOWN bbox=[1460, 1199, 1634, 1223]
article-text: A French official communique states: "Artillery fighting has been continued all along our front north of Vaux-Haillon. The Germans were defeated with sanguinary slaughter in an attempt against Hurtebise Farm, which was stopped by our fire. They renewed the assault, but a vigorous counter-attack threw them back on their own lines. During the action our artillery caught and dispersed large German concentrations of troops in the region north of the plateau of Vauclerc."—Aus.-N.Z. Cable Assn.-Reuter. bbox=[758, 937, 1228, 990]
headline: AUSTRIA SEEKING A WAY OUT bbox=[1449, 1005, 1645, 1036]
subheadline: MEMORIAL SERVICES. bbox=[1743, 705, 1851, 715]
article-text: —Aus.-N.Z. Cable Assn.-Reuter. (The average per week for the previous five weeks of the submarine campaign weeks of all 18 vessels of over 1600 tons, and about 8 of the smaller vessels.) bbox=[1239, 1204, 1433, 1253]
received-line: (Rec. April 26, 8.10 p.m.) bbox=[1742, 429, 1851, 439]
subheadline: 40 LARGE VESSELS SUNK bbox=[1258, 1047, 1413, 1060]
received-line: (Rec. April 26, 8.5 p.m.) bbox=[464, 1037, 568, 1047]
dateline: London, April 25. bbox=[1146, 1409, 1229, 1419]
dateline: London, April 25. bbox=[1847, 1022, 1930, 1032]
table-row: Sunk, over 1600 tons 40 (19) bbox=[1248, 1158, 1424, 1168]
column-4 bbox=[1236, 120, 1654, 1932]
advertisement-text: TO THOSE LEFT TO "CARRY ON." Fitness for duty largely depends upon having sound teeth. Let me put yours right. Faulty teeth repaired, scaled, and polished. High-class bridgework and comfortable, natural-looking sets at moderate charges. Painless, antiseptic extractions. W. P. Sommerville, "The Careful Dentist," Molesworth Street.—Advt. bbox=[1447, 1627, 1647, 1705]
article-text: A Treasury warrant lending Great Britain £40,000,000 has been formally handed to Sir Cecil Spring-Rice, British Ambassador. The United States will loan the British Government 200 million dollars immediately out of the 3000 millions just raised. It is expected that a loan of two billions giving the subscribers four months to pay the bonds in instalments. The Government is considering financial advances to Italy and Russia.—Aus.-N.Z. Cable Assn. bbox=[1239, 466, 1651, 519]
dateline: Ottawa, April 25. bbox=[1567, 1486, 1648, 1497]
dateline: London, April 25. bbox=[1569, 895, 1652, 906]
subheadline: NOT THE BRITISH WAY. bbox=[1280, 1619, 1392, 1629]
subheadline: BRITISH LINE STILL ADVANCING bbox=[389, 1631, 643, 1647]
headline: FIGHTING IN THE CAUCASUS. bbox=[65, 378, 221, 388]
dateline: Paris, April 25. bbox=[1362, 1303, 1434, 1313]
article-text: The New York "World's" correspondent at Petrograd states that a mob, led by a pro-German Socialist, who said that America was an enemy to Socialism, threatened the American Embassy. Soldiers dispersed the crowd. German agents circulated a report among the Russian soldiers that land was being distributed, causing a number to leave the front. Consequently M. Gutchkoff, War Minister, issued a denial, reassuring the soldiers.—Aus.-N.Z. Cable Assn. bbox=[10, 196, 276, 264]
deck: ODDS OF THREE TO ONE bbox=[381, 316, 651, 338]
dateline: London, April 25. bbox=[1847, 182, 1930, 193]
headline: "THE TIME MUST COME" bbox=[1259, 1268, 1412, 1280]
dateline: Rotterdam, April 25. bbox=[1550, 1236, 1648, 1246]
headline: THE GERMAN COMMUNIQUE bbox=[881, 651, 1105, 666]
article-text: The Broke, two minutes after ramming her adversary, wrenched herself free, and sinking the enemy, attempted to ram the last boat in the line. She failed, but hit the latter's consort on the stern with a torpedo. The Broke, hotly engaged with these two fleeing destroyers, followed the Swift, but a shell struck her boiler-room, disabling the main engines, and the enemy vanished in the darkness. The Broke was next headed towards a destroyer which was heavily on fire, and whose crew were making loud appeals for mercy. Regardless of the danger of the enemy's magazines exploding, the Broke moved slowly towards her. The cries of the Germans were redoubled, and then, unexpectedly, they opened fire. The Broke, immobilised, was unable to manoeuvre or extricate herself, silenced this treachery with four rounds, then, firing her torpedo, hit the destroyer amidships. bbox=[284, 1336, 747, 1432]
dateline: London, April 25. bbox=[1350, 1083, 1434, 1093]
dateline: London, April 25. bbox=[1847, 618, 1930, 629]
subheadline: PROHIBITION OF EXPORT TO STAND. bbox=[1458, 1384, 1636, 1395]
subheadline: GROUND GAINED AND HELD bbox=[883, 1270, 1103, 1286]
deck: BRITISH ACHIEVE FRESH SUCCESSES bbox=[325, 574, 707, 601]
headline: REPRISALS ON GERMAN CATHEDRALS bbox=[1261, 1595, 1410, 1619]
article-text: The High Commissioner reports:— London, April 25, 12.50 p.m. A British official dispatch states: "Eastwards of the Havrincourt Wood and north-eastwards of Trescault, we captured Infrantz during the night. There was fighting early this morning all along the front between the Cojeul and the Scarpe Rivers, where we made progress, and our guns were made secure. The prisoners captured since Monday morning total 3029, including fifty-six officers." bbox=[284, 1710, 747, 1763]
article-text: An official dispatch from British Headquarters at Salonika states: "After three days' bombardment we attacked the enemy last night on two and a half miles of front, between the southern end of Lake Doiran and a point west-north of Doljeli. We advanced northward of Doljeli to a depth of five hundred yards on a mile front, repelled four counter-attacks, and consolidated the ground gained. We penetrated the enemy's trenches further to the eastward, but were unable to retain the ground. Fighting continues."—Aus.-N.Z. Cable Assn.-Reuter. bbox=[758, 1330, 1228, 1382]
headline: AMERICAN ARMED LINER SINKS SUBMARINE bbox=[1305, 809, 1585, 821]
headline: WHOLE GERMAN BATTALIONS BLOWN TO ATOMS bbox=[802, 498, 1184, 514]
headline: MISCHIEF-MAKERS IN RUSSIA bbox=[26, 120, 260, 135]
headline: GRAPHIC PICTURE OF THE FIGHTING bbox=[878, 120, 1108, 132]
headline: SERBIAN REVOLT AGAINST OPPRESSION bbox=[37, 514, 249, 524]
headline: BILL READ A SECOND TIME. bbox=[1729, 313, 1865, 323]
received-line: (Rec. April 27, 1.20 a.m.) bbox=[939, 1459, 1048, 1469]
